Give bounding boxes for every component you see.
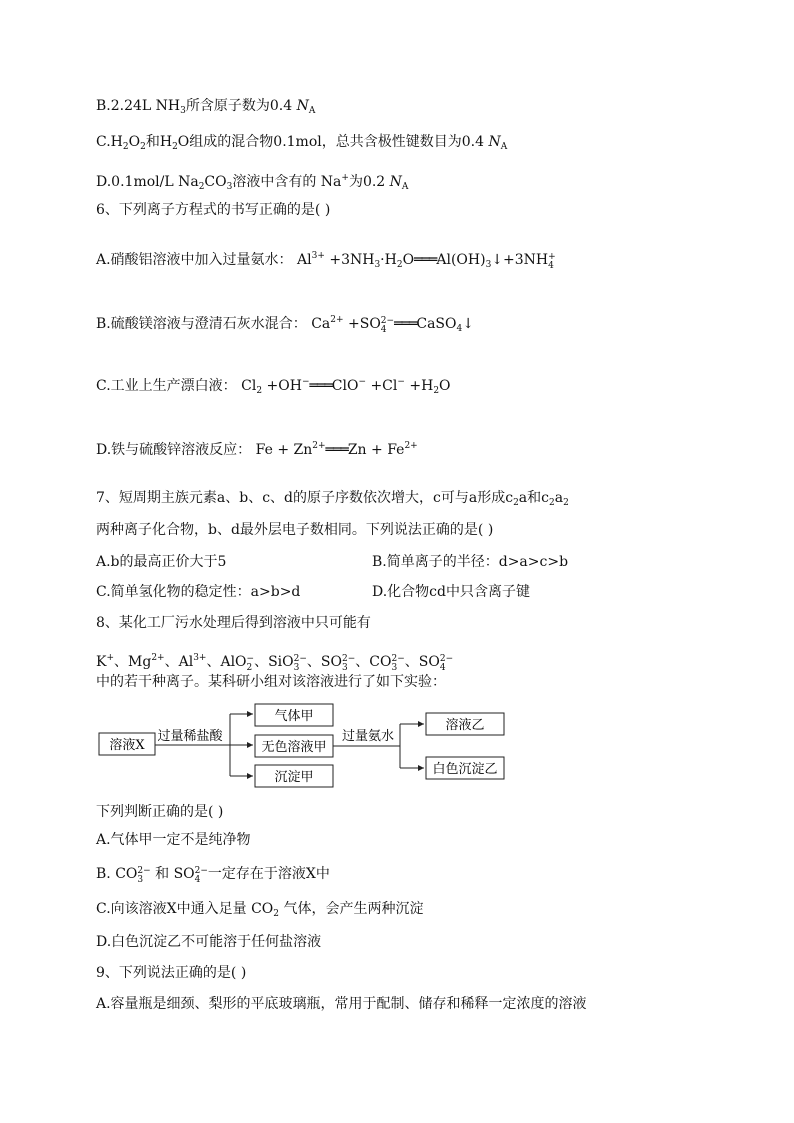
equation: $Fe + Zn^{2+}═══Zn + Fe^{2+}$ <box>255 441 418 458</box>
q9-stem: 9、下列说法正确的是( ) <box>96 965 247 981</box>
arrowhead <box>247 711 253 717</box>
q7-stem-line2: 两种离子化合物，b、d最外层电子数相同。下列说法正确的是( ) <box>96 522 494 538</box>
q8-option-b: B. CO 2− 3 和 SO 2− 4 一定存在于溶液X中 <box>96 866 330 885</box>
q8-flow-diagram <box>0 700 794 800</box>
flow-gas-label: 气体甲 <box>274 709 314 724</box>
q9-option-a: A.容量瓶是细颈、梨形的平底玻璃瓶，常用于配制、储存和稀释一定浓度的溶液 <box>96 996 587 1012</box>
q7-stem-line1: 7、短周期主族元素a、b、c、d的原子序数依次增大，c可与a形成$c_2a$和$c_2a_2$ <box>96 490 569 508</box>
q7-option-c: C.简单氢化物的稳定性：a>b>d <box>96 584 301 600</box>
flow-ppt2-label: 白色沉淀乙 <box>432 762 498 777</box>
equation: $Cl_2$ +OH−═══ClO− $+Cl^- +H_2O$ <box>241 377 451 396</box>
equation: $Al^{3+}$ $+3NH_3\cdot H_2O═══Al(OH)_3↓+3NH$ + 4 <box>297 251 556 271</box>
flow-sol-label: 无色溶液甲 <box>261 740 327 755</box>
q8-stem-line1: 8、某化工厂污水处理后得到溶液中只可能有 <box>96 615 371 631</box>
q6-stem: 6、下列离子方程式的书写正确的是( ) <box>96 202 331 218</box>
flow-ppt-label: 沉淀甲 <box>274 770 314 785</box>
flow-step1-label: 过量稀盐酸 <box>157 729 223 744</box>
arrowhead <box>418 721 424 727</box>
q7-option-b: B.简单离子的半径：d>a>c>b <box>372 554 569 570</box>
arrowhead <box>247 742 253 748</box>
q7-option-a: A.b的最高正价大于5 <box>96 554 227 570</box>
flow-sol2-label: 溶液乙 <box>445 718 485 733</box>
q8-stem-line2: 中的若干种离子。某科研小组对该溶液进行了如下实验： <box>96 674 446 690</box>
q5-option-d: D.0.1mol/L $Na_2CO_3$溶液中含有的 Na+为0.2 $N_A$ <box>96 173 409 192</box>
q8-option-d: D.白色沉淀乙不可能溶于任何盐溶液 <box>96 934 322 950</box>
q6-option-d: D.铁与硫酸锌溶液反应： $Fe + Zn^{2+}═══Zn + Fe^{2+}$ <box>96 441 418 458</box>
q6-option-c: C.工业上生产漂白液： $Cl_2$ +OH−═══ClO− $+Cl^- +H_2O$ <box>96 377 451 396</box>
q8-ion-list: K+、$Mg^{2+}$、$Al^{3+}$、AlO − 2 、SiO 2− 3 、SO 2− 3 、CO 2− 3 、SO 2− 4 <box>96 653 454 673</box>
q8-option-a: A.气体甲一定不是纯净物 <box>96 832 251 848</box>
q6-option-a: A.硝酸铝溶液中加入过量氨水： $Al^{3+}$ $+3NH_3\cdot H_2O═══Al(OH)_3↓+3NH$ + 4 <box>96 251 556 271</box>
arrowhead <box>247 773 253 779</box>
q5-option-c: $C.H_2O_2$和$H_2O$组成的混合物0.1mol，总共含极性键数目为0.4 $N_A$ <box>96 134 508 152</box>
q8-option-c: C.向该溶液X中通入足量 $CO_2$ 气体，会产生两种沉淀 <box>96 901 424 919</box>
q7-option-d: D.化合物cd中只含离子键 <box>372 584 530 600</box>
q5-option-b: B.2.24L $NH_3$所含原子数为0.4 $N_A$ <box>96 98 316 116</box>
flow-step2-label: 过量氨水 <box>341 729 395 744</box>
flow-arrow-1 <box>155 714 253 776</box>
q6-option-b: B.硫酸镁溶液与澄清石灰水混合： $Ca^{2+} +SO$ 2− 4 ═══CaSO$_4$↓ <box>96 315 474 335</box>
arrowhead <box>418 765 424 771</box>
equation: $Ca^{2+} +SO$ 2− 4 ═══CaSO$_4$↓ <box>311 315 474 335</box>
flow-start-label: 溶液X <box>109 738 145 753</box>
q8-judge: 下列判断正确的是( ) <box>96 804 224 820</box>
